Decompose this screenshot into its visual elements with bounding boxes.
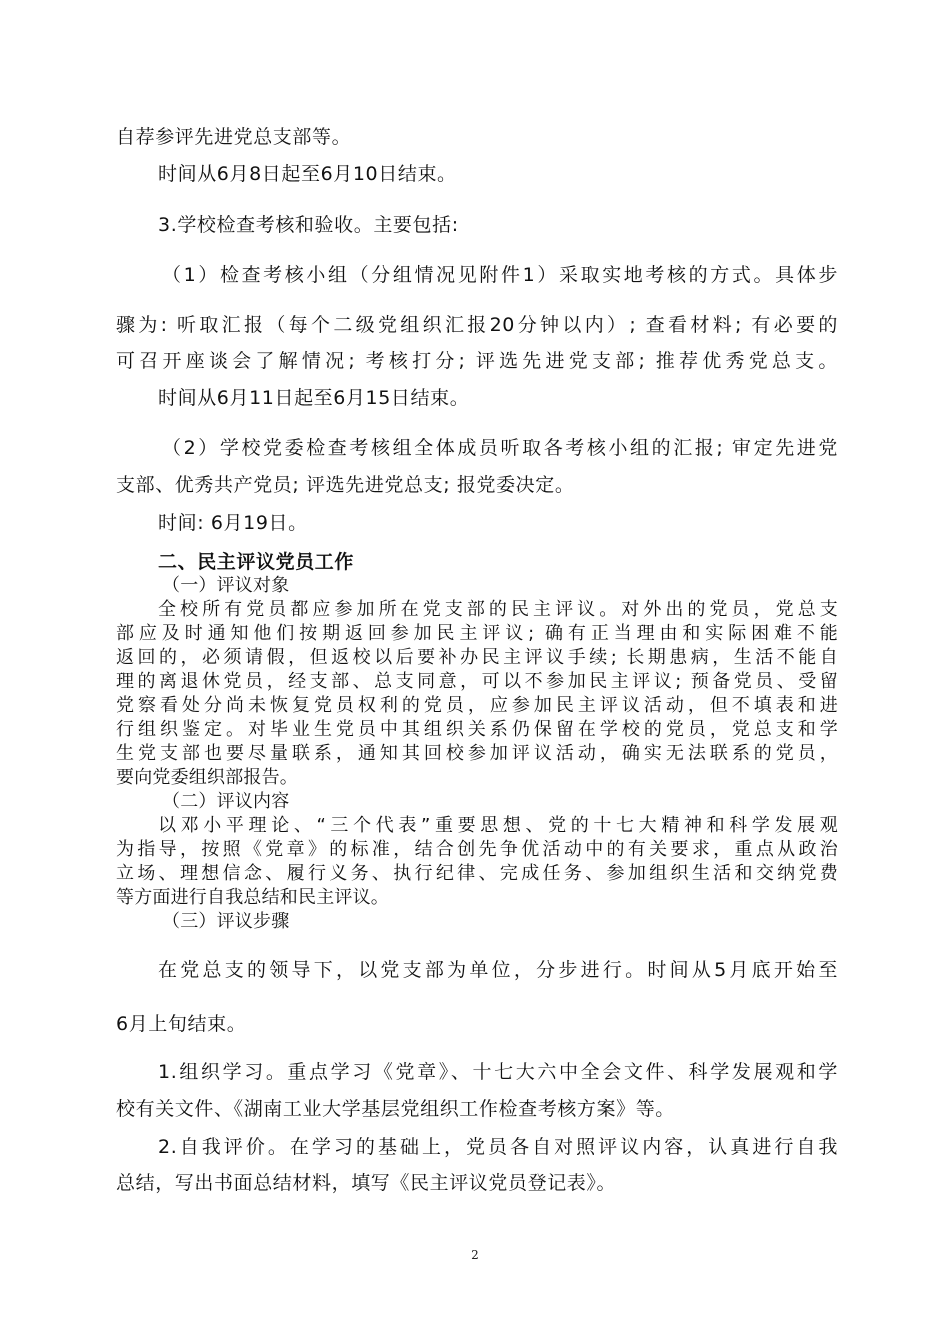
paragraph-line: 1.组织学习。重点学习《党章》、十七大六中全会文件、科学发展观和学 <box>158 1061 838 1083</box>
paragraph-line: 行组织鉴定。对毕业生党员中其组织关系仍保留在学校的党员，党总支和学 <box>116 719 838 740</box>
paragraph-line: 立场、理想信念、履行义务、执行纪律、完成任务、参加组织生活和交纳党费 <box>116 863 838 884</box>
paragraph-line: 党察看处分尚未恢复党员权利的党员，应参加民主评议活动，但不填表和进 <box>116 695 838 716</box>
paragraph-line: 骤为: 听取汇报（每个二级党组织汇报20分钟以内）; 查看材料; 有必要的 <box>116 314 838 336</box>
paragraph-line: 可召开座谈会了解情况; 考核打分; 评选先进党支部; 推荐优秀党总支。 <box>116 350 838 372</box>
subsection-heading: （三）评议步骤 <box>162 911 290 932</box>
section-heading: 二、民主评议党员工作 <box>158 551 355 573</box>
page-number: 2 <box>471 1248 479 1262</box>
paragraph-line: 时间从6月11日起至6月15日结束。 <box>158 387 470 409</box>
paragraph-line: 部应及时通知他们按期返回参加民主评议; 确有正当理由和实际困难不能 <box>116 623 838 644</box>
paragraph-line: 自荐参评先进党总支部等。 <box>116 126 352 148</box>
paragraph-line: 3.学校检查考核和验收。主要包括: <box>158 214 459 236</box>
paragraph-line: 等方面进行自我总结和民主评议。 <box>116 887 389 908</box>
paragraph-line: 支部、优秀共产党员; 评选先进党总支; 报党委决定。 <box>116 474 575 496</box>
paragraph-line: 校有关文件、《湖南工业大学基层党组织工作检查考核方案》等。 <box>116 1098 675 1120</box>
paragraph-line: （2）学校党委检查考核组全体成员听取各考核小组的汇报; 审定先进党 <box>162 437 838 459</box>
paragraph-line: 时间从6月8日起至6月10日结束。 <box>158 163 457 185</box>
paragraph-line: 2.自我评价。在学习的基础上，党员各自对照评议内容，认真进行自我 <box>158 1136 838 1158</box>
paragraph-line: 理的离退休党员，经支部、总支同意，可以不参加民主评议; 预备党员、受留 <box>116 671 838 692</box>
paragraph-line: 总结，写出书面总结材料，填写《民主评议党员登记表》。 <box>116 1172 617 1194</box>
paragraph-line: 时间: 6月19日。 <box>158 512 308 534</box>
paragraph-line: 以邓小平理论、“三个代表”重要思想、党的十七大精神和科学发展观 <box>158 815 838 836</box>
paragraph-line: 要向党委组织部报告。 <box>116 767 298 788</box>
paragraph-line: （1）检查考核小组（分组情况见附件1）采取实地考核的方式。具体步 <box>162 264 838 286</box>
subsection-heading: （二）评议内容 <box>162 791 290 812</box>
paragraph-line: 全校所有党员都应参加所在党支部的民主评议。对外出的党员，党总支 <box>158 599 838 620</box>
paragraph-line: 在党总支的领导下，以党支部为单位，分步进行。时间从5月底开始至 <box>158 959 838 981</box>
paragraph-line: 生党支部也要尽量联系，通知其回校参加评议活动，确实无法联系的党员， <box>116 743 838 764</box>
paragraph-line: 返回的，必须请假，但返校以后要补办民主评议手续; 长期患病，生活不能自 <box>116 647 838 668</box>
paragraph-line: 6月上旬结束。 <box>116 1013 247 1035</box>
subsection-heading: （一）评议对象 <box>162 575 290 596</box>
paragraph-line: 为指导，按照《党章》的标准，结合创先争优活动中的有关要求，重点从政治 <box>116 839 838 860</box>
